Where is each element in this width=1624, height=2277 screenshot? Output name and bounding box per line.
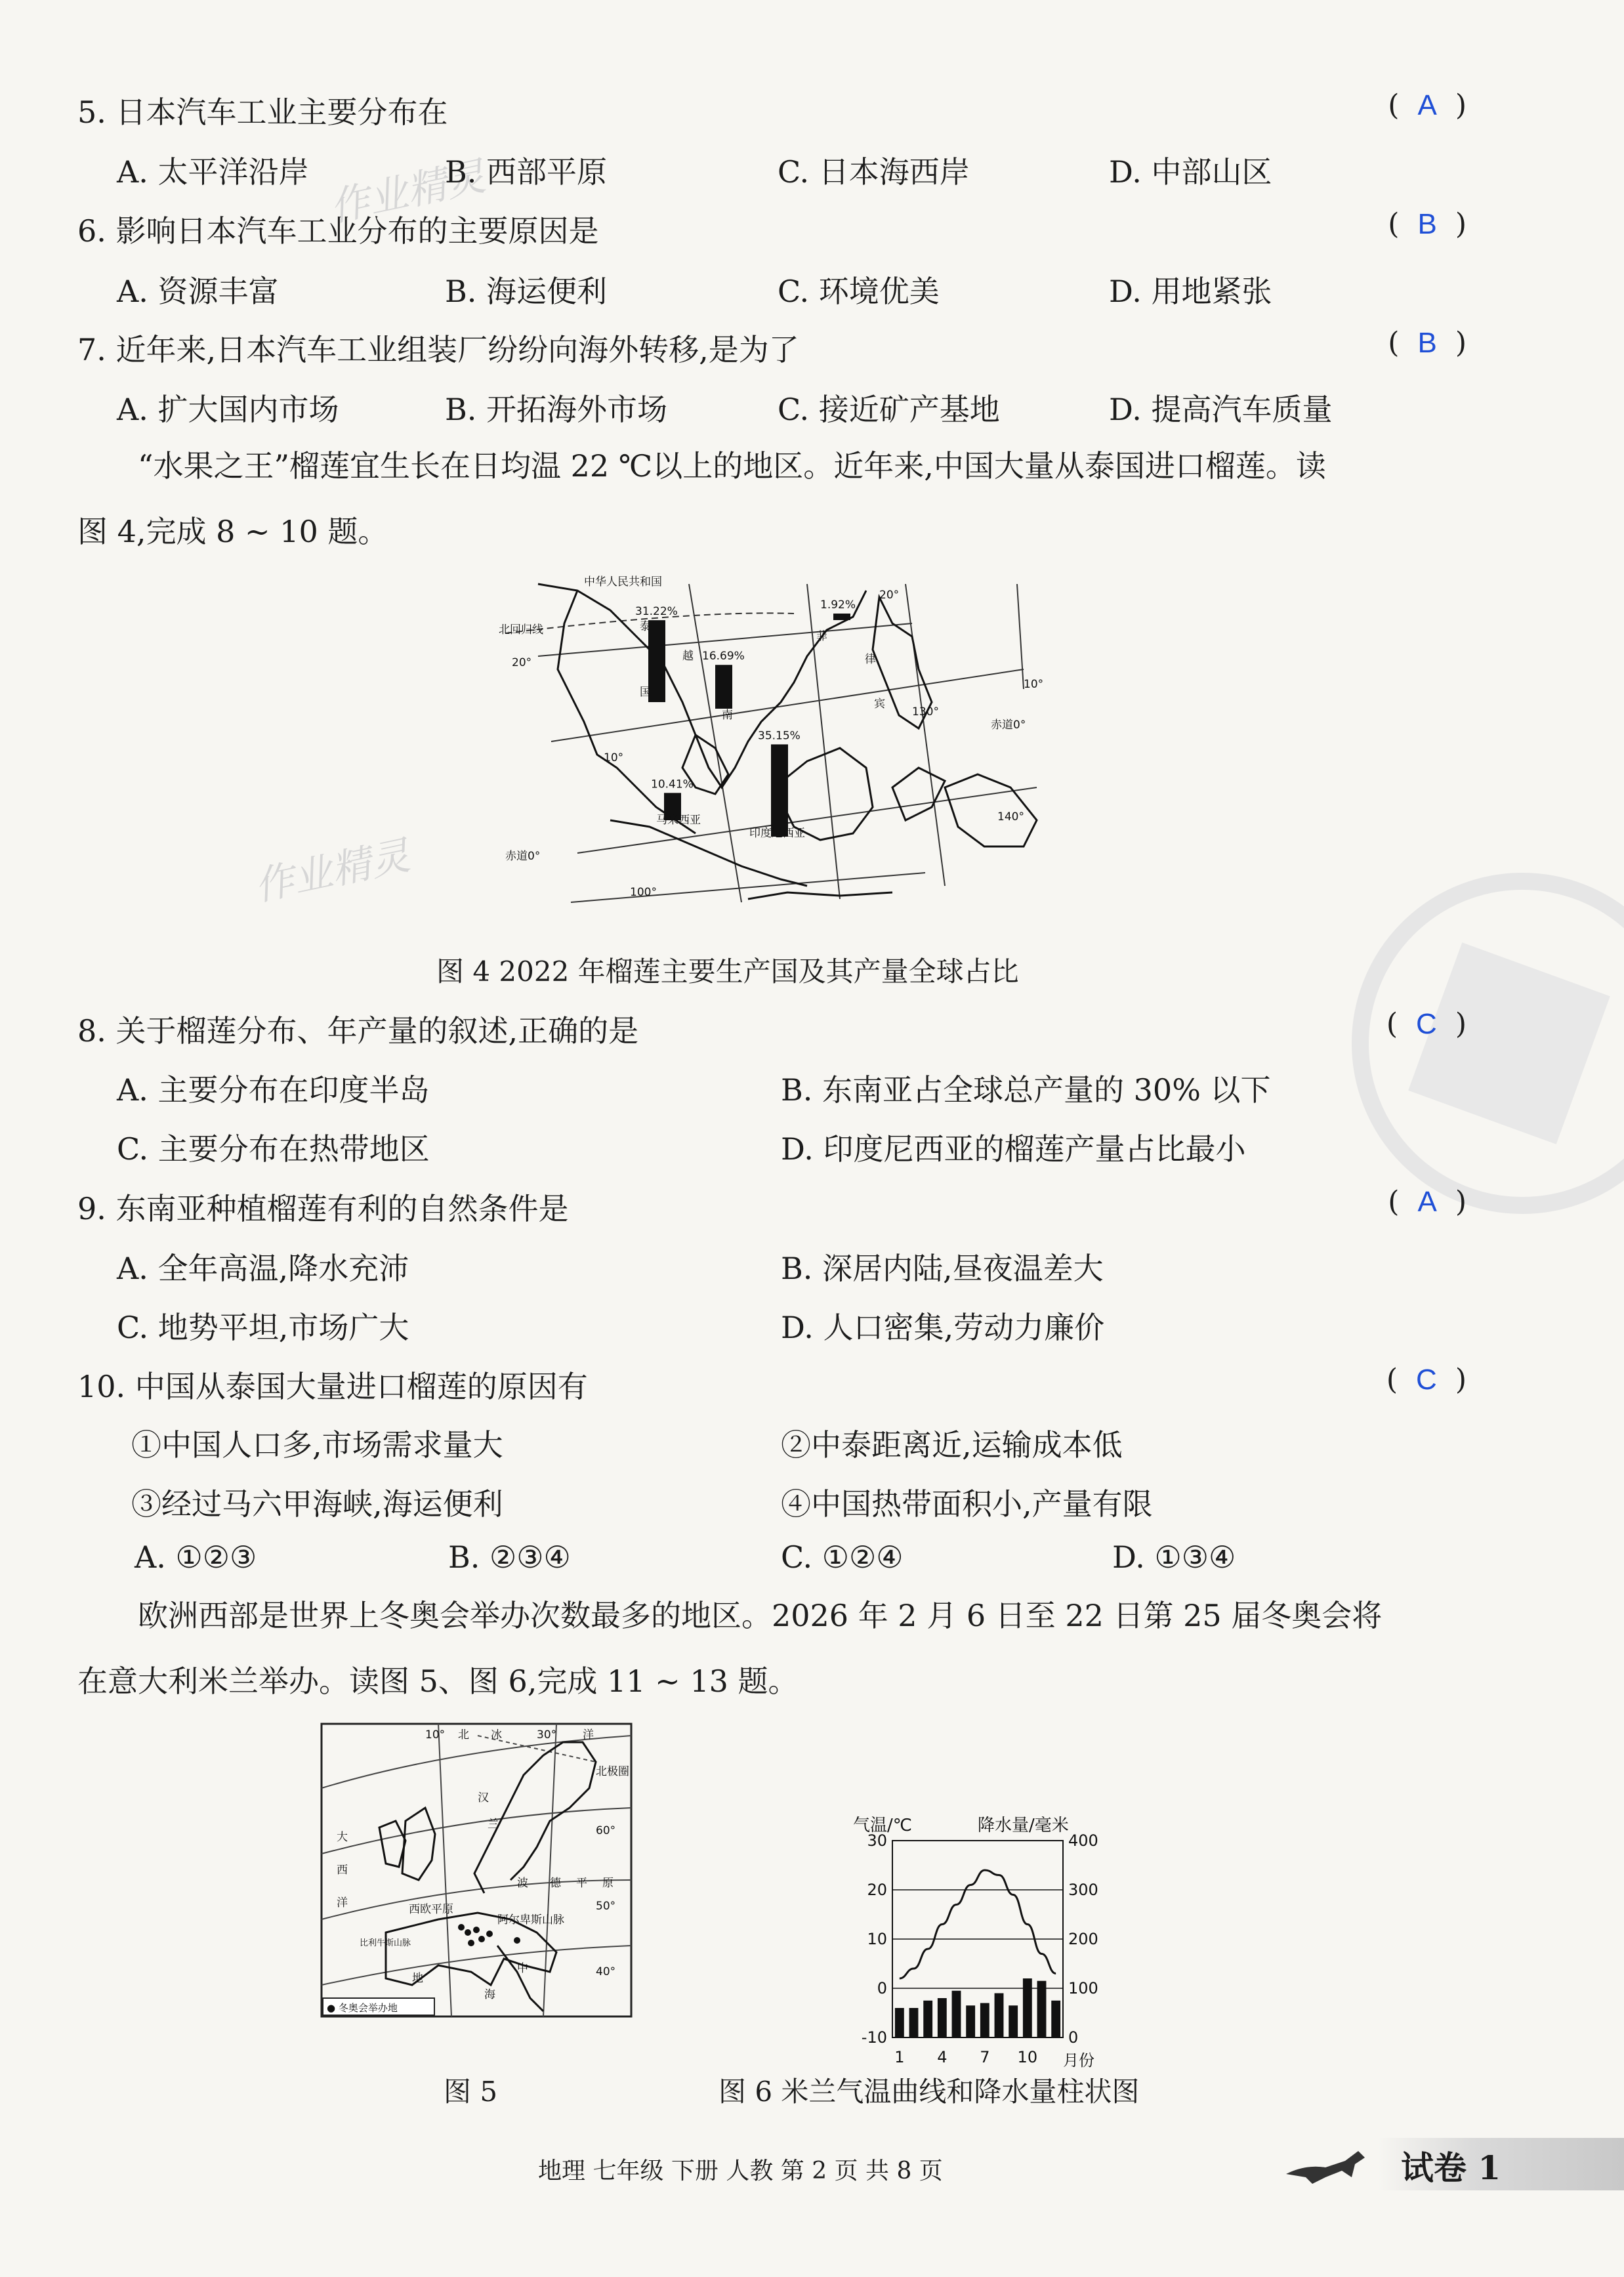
precipitation-bar — [1037, 1981, 1047, 2037]
y-left-tick: 20 — [867, 1881, 887, 1899]
question-number: 6. — [77, 213, 106, 249]
lon-140 — [1017, 584, 1024, 689]
figure-4-caption: 图 4 2022 年榴莲主要生产国及其产量全球占比 — [436, 955, 1019, 988]
host-city-dots — [458, 1924, 520, 1946]
label-de: 德 — [550, 1877, 561, 1890]
question-stem: 东南亚种植榴莲有利的自然条件是 — [115, 1191, 569, 1226]
question-stem: 关于榴莲分布、年产量的叙述,正确的是 — [115, 1013, 639, 1049]
axis-title-temperature: 气温/℃ — [853, 1816, 912, 1835]
precipitation-bars — [895, 1978, 1060, 2037]
x-tick: 10 — [1017, 2048, 1038, 2066]
host-city-dot — [458, 1924, 465, 1931]
precipitation-bar — [980, 2003, 989, 2038]
y-right-tick: 300 — [1068, 1881, 1098, 1899]
figure-6-climate-chart — [846, 1811, 1135, 2074]
precipitation-bar — [1051, 2001, 1060, 2037]
italy — [497, 1946, 543, 2011]
question-7 — [77, 326, 799, 369]
host-city-dot — [465, 1929, 471, 1936]
answer-10: ( C ) — [1386, 1363, 1467, 1396]
option: D. 中部山区 — [1109, 154, 1272, 190]
question-number: 8. — [77, 1013, 106, 1049]
label-xiou: 西欧平原 — [409, 1903, 453, 1916]
label-zhong: 中 — [517, 1962, 528, 1975]
option: A. 主要分布在印度半岛 — [117, 1072, 430, 1108]
label-bo: 波 — [517, 1877, 528, 1890]
label-lon100: 100° — [630, 886, 657, 899]
statement: ③经过马六甲海峡,海运便利 — [131, 1486, 503, 1522]
intro-line: 图 4,完成 8 ~ 10 题。 — [77, 514, 388, 549]
intro-paragraph-1 — [77, 433, 1475, 564]
durian-bar-label: 10.41% — [651, 778, 694, 791]
question-number: 7. — [77, 332, 106, 367]
label-nan: 南 — [722, 709, 733, 722]
question-9 — [77, 1185, 569, 1228]
x-tick: 7 — [980, 2048, 990, 2066]
lon-10 — [438, 1724, 451, 2016]
label-indo: 印度尼西亚 — [749, 827, 805, 840]
legend-host-city: ● 冬奥会举办地 — [327, 2002, 398, 2014]
question-5 — [77, 89, 448, 132]
option: B. 开拓海外市场 — [445, 392, 668, 427]
intro-paragraph-2 — [77, 1583, 1475, 1714]
option: A. 扩大国内市场 — [117, 392, 339, 427]
label-yang: 洋 — [583, 1728, 594, 1742]
intro-line: 欧洲西部是世界上冬奥会举办次数最多的地区。2026 年 2 月 6 日至 22 日第 25 届冬奥会将 — [138, 1598, 1383, 1633]
answer-5: ( A ) — [1388, 89, 1467, 122]
durian-bar — [833, 614, 850, 620]
option: B. 深居内陆,昼夜温差大 — [781, 1251, 1104, 1286]
label-equator-right: 赤道0° — [991, 719, 1026, 732]
label-lat60: 60° — [596, 1824, 616, 1837]
label-lon10: 10° — [425, 1728, 446, 1742]
y-left-tick: 30 — [867, 1831, 887, 1850]
label-bin: 宾 — [874, 698, 885, 711]
option: C. 日本海西岸 — [778, 154, 970, 190]
question-6 — [77, 207, 599, 251]
label-lat20b: 20° — [512, 656, 532, 669]
label-lon140: 140° — [997, 810, 1024, 824]
axis-title-precipitation: 降水量/毫米 — [978, 1816, 1069, 1835]
answer-letter: C — [1416, 1008, 1437, 1040]
durian-bar — [771, 744, 788, 837]
watermark: 作业精灵 — [325, 153, 489, 232]
option: C. 环境优美 — [778, 274, 940, 309]
label-alps: 阿尔卑斯山脉 — [497, 1913, 564, 1927]
durian-bar — [715, 665, 732, 709]
question-number: 10. — [77, 1369, 126, 1404]
lat-60 — [322, 1808, 631, 1854]
answer-6: ( B ) — [1388, 207, 1467, 241]
label-ping: 平 — [576, 1877, 587, 1890]
answer-8: ( C ) — [1386, 1007, 1467, 1041]
lon-130 — [906, 584, 945, 886]
option: C. ①②④ — [781, 1539, 904, 1575]
option: B. ②③④ — [448, 1539, 571, 1575]
option: B. 东南亚占全球总产量的 30% 以下 — [781, 1072, 1271, 1108]
option: C. 接近矿产基地 — [778, 392, 1000, 427]
label-bing: 冰 — [491, 1728, 502, 1742]
label-lat40: 40° — [596, 1965, 616, 1978]
answer-letter: B — [1417, 208, 1437, 240]
precipitation-bar — [1023, 1978, 1032, 2037]
option: B. 西部平原 — [445, 154, 608, 190]
label-lon30: 30° — [537, 1728, 557, 1742]
figure-6-caption: 图 6 米兰气温曲线和降水量柱状图 — [718, 2076, 1140, 2108]
label-yuan: 原 — [602, 1877, 614, 1890]
host-city-dot — [486, 1931, 493, 1937]
question-number: 9. — [77, 1191, 106, 1226]
label-china: 中华人民共和国 — [584, 575, 662, 589]
durian-bar-label: 1.92% — [820, 598, 856, 612]
option: D. 提高汽车质量 — [1109, 392, 1333, 427]
option: B. 海运便利 — [445, 274, 608, 309]
option: D. 人口密集,劳动力廉价 — [781, 1310, 1105, 1345]
statement: ④中国热带面积小,产量有限 — [781, 1486, 1153, 1522]
label-hai: 海 — [484, 1988, 495, 2001]
figure-5-caption: 图 5 — [444, 2076, 498, 2108]
statement: ②中泰距离近,运输成本低 — [781, 1427, 1123, 1463]
option: A. 太平洋沿岸 — [117, 154, 309, 190]
y-left-tick: 0 — [877, 1979, 887, 1997]
label-pyr: 比利牛斯山脉 — [360, 1938, 411, 1948]
intro-line: 在意大利米兰举办。读图 5、图 6,完成 11 ~ 13 题。 — [77, 1663, 799, 1699]
question-8 — [77, 1007, 638, 1051]
option: A. 资源丰富 — [117, 274, 279, 309]
figure-4-map — [499, 571, 1050, 912]
label-lat10b: 10° — [1024, 678, 1044, 691]
label-yue: 越 — [682, 650, 694, 663]
label-da: 大 — [337, 1831, 348, 1844]
sulawesi — [892, 768, 945, 820]
question-stem: 中国从泰国大量进口榴莲的原因有 — [135, 1369, 588, 1404]
precipitation-bar — [952, 1991, 961, 2037]
y-right-tick: 200 — [1068, 1930, 1098, 1948]
y-left-tick: -10 — [861, 2028, 887, 2047]
precipitation-bar — [938, 1998, 947, 2037]
label-lv: 律 — [865, 653, 876, 666]
durian-bar-label: 16.69% — [702, 650, 745, 663]
precipitation-bar — [909, 2008, 919, 2037]
host-city-dot — [478, 1936, 485, 1942]
coastline — [379, 1742, 596, 2011]
question-stem: 日本汽车工业主要分布在 — [115, 94, 448, 130]
y-right-tick: 0 — [1068, 2028, 1079, 2047]
label-bei: 北 — [458, 1728, 469, 1742]
answer-7: ( B ) — [1388, 326, 1467, 360]
answer-letter: B — [1417, 327, 1437, 359]
precipitation-bar — [923, 2001, 932, 2037]
option: D. ①③④ — [1112, 1539, 1236, 1575]
host-city-dot — [473, 1927, 480, 1933]
java — [748, 892, 892, 899]
label-equator: 赤道0° — [505, 850, 541, 863]
temperature-curve — [900, 1870, 1056, 1978]
ireland-uk — [379, 1821, 406, 1867]
label-han: 汉 — [478, 1791, 489, 1805]
option: C. 地势平坦,市场广大 — [117, 1310, 409, 1345]
option: D. 印度尼西亚的榴莲产量占比最小 — [781, 1131, 1246, 1167]
label-tai: 泰 — [640, 620, 651, 633]
month-unit: 月份 — [1063, 2051, 1094, 2070]
statement: ①中国人口多,市场需求量大 — [131, 1427, 503, 1463]
graticule — [505, 584, 1037, 902]
label-lat20: 20° — [879, 589, 900, 602]
horse-icon — [1280, 2144, 1385, 2190]
question-stem: 近年来,日本汽车工业组装厂纷纷向海外转移,是为了 — [115, 332, 799, 367]
paper-badge: 试卷 1 — [1401, 2148, 1501, 2187]
lat-40 — [322, 1946, 631, 1985]
answer-letter: A — [1417, 89, 1437, 121]
question-10 — [77, 1363, 588, 1406]
precipitation-bar — [995, 1994, 1004, 2038]
intro-line: “水果之王”榴莲宜生长在日均温 22 ℃以上的地区。近年来,中国大量从泰国进口榴莲。读 — [138, 448, 1326, 484]
label-di: 地 — [412, 1972, 423, 1985]
watermark-2: 作业精灵 — [250, 832, 414, 911]
lat-70 — [322, 1736, 631, 1788]
option: A. 全年高温,降水充沛 — [117, 1251, 409, 1286]
precipitation-bar — [1009, 2005, 1018, 2037]
figure-5-map — [320, 1723, 633, 2018]
question-number: 5. — [77, 94, 106, 130]
host-city-dot — [468, 1940, 474, 1946]
option: A. ①②③ — [135, 1539, 257, 1575]
label-lat50: 50° — [596, 1900, 616, 1913]
host-city-dot — [514, 1937, 520, 1944]
label-lon130: 130° — [912, 705, 939, 719]
label-tropic: 北回归线 — [499, 623, 543, 637]
y-left-tick: 10 — [867, 1930, 887, 1948]
label-lat10: 10° — [604, 751, 624, 764]
label-xi: 西 — [337, 1864, 348, 1877]
x-tick: 1 — [894, 2048, 905, 2066]
precipitation-bar — [966, 2005, 975, 2037]
label-yang2: 洋 — [337, 1896, 348, 1910]
x-tick: 4 — [937, 2048, 947, 2066]
y-right-tick: 100 — [1068, 1979, 1098, 1997]
label-malay: 马来西亚 — [656, 814, 701, 827]
label-fei: 菲 — [816, 630, 827, 643]
label-guo: 国 — [640, 686, 651, 699]
answer-letter: C — [1416, 1364, 1437, 1396]
option: C. 主要分布在热带地区 — [117, 1131, 430, 1167]
borneo — [774, 748, 873, 840]
page-footer: 地理 七年级 下册 人教 第 2 页 共 8 页 — [538, 2158, 943, 2184]
durian-bar-label: 35.15% — [758, 729, 801, 743]
lat-10s — [571, 873, 925, 902]
durian-bar-label: 31.22% — [635, 605, 678, 619]
option: D. 用地紧张 — [1109, 274, 1272, 309]
answer-9: ( A ) — [1388, 1185, 1467, 1219]
label-lan: 兰 — [488, 1818, 499, 1831]
label-arctic: 北极圈 — [596, 1765, 629, 1778]
question-stem: 影响日本汽车工业分布的主要原因是 — [115, 213, 599, 249]
britain — [402, 1808, 435, 1880]
precipitation-bar — [895, 2008, 904, 2037]
answer-letter: A — [1417, 1186, 1437, 1218]
y-right-tick: 400 — [1068, 1831, 1098, 1850]
